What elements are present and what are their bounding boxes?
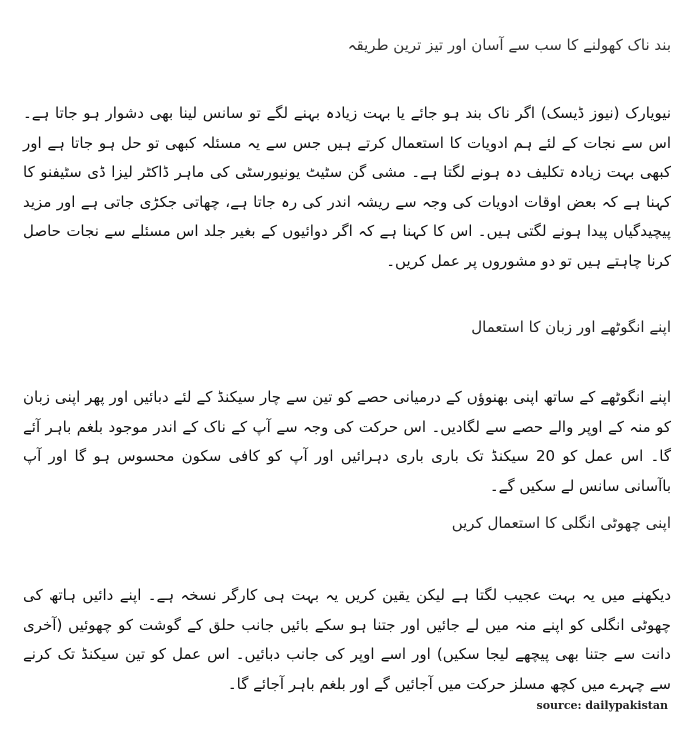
subheading-little-finger: اپنی چھوٹی انگلی کا استعمال کریں xyxy=(451,514,671,532)
article-paragraph-thumb: اپنے انگوٹھے کے ساتھ اپنی بھنوؤں کے درمیانی حصے کو تین سے چار سیکنڈ کے لئے دبائیں اور پھر اپنی زبان کو منہ کے اوپر والے حصے سے لگادیں۔ اس حرکت کی وجہ سے آپ کے ناک کے اندر موجود بلغم باہر آئے گا۔ اس عمل کو 20 سیکنڈ تک باری باری دہرائیں اور آپ کو کافی سکون محسوس ہو گا اور آپ باآسانی سانس لے سکیں گے۔ xyxy=(23,388,671,495)
article-paragraph-intro: نیویارک (نیوز ڈیسک) اگر ناک بند ہو جائے یا بہت زیادہ بہنے لگے تو سانس لینا بھی دشوار ہو جاتا ہے۔ اس سے نجات کے لئے ہم ادویات کا استعمال کرتے ہیں جس سے یہ مسئلہ کبھی تو حل ہو جاتا ہے اور کبھی بہت زیادہ تکلیف دہ ہونے لگتا ہے۔ مشی گن سٹیٹ یونیورسٹی کی ماہر ڈاکٹر لیزا ڈی سٹیفنو کا کہنا ہے کہ بعض اوقات ادویات کی وجہ سے ریشہ اندر کی رہ جاتا ہے، چھاتی جکڑی جاتی ہے اور مزید پیچیدگیاں پیدا ہونے لگتی ہیں۔ اس کا کہنا ہے کہ اگر دوائیوں کے بغیر جلد اس مسئلے سے نجات حاصل کرنا چاہتے ہیں تو دو مشوروں پر عمل کریں۔ xyxy=(23,104,671,270)
article-title: بند ناک کھولنے کا سب سے آسان اور تیز ترین طریقہ xyxy=(347,36,671,54)
article-paragraph-finger: دیکھنے میں یہ بہت عجیب لگتا ہے لیکن یقین کریں یہ بہت ہی کارگر نسخہ ہے۔ اپنے دائیں ہاتھ کی چھوٹی انگلی کو اپنے منہ میں لے جائیں اور جتنا ہو سکے بائیں جانب حلق کے گوشت کو چھوئیں (آخری دانت سے جتنا بھی پیچھے لیجا سکیں) اور اسے اوپر کی جانب دبائیں۔ اس عمل کو تین سیکنڈ تک کرنے سے چہرے میں کچھ مسلز حرکت میں آجائیں گے اور بلغم باہر آجائے گا۔ xyxy=(23,586,671,693)
source-credit: source: dailypakistan xyxy=(536,699,668,712)
subheading-thumb-tongue: اپنے انگوٹھے اور زبان کا استعمال xyxy=(471,318,671,336)
